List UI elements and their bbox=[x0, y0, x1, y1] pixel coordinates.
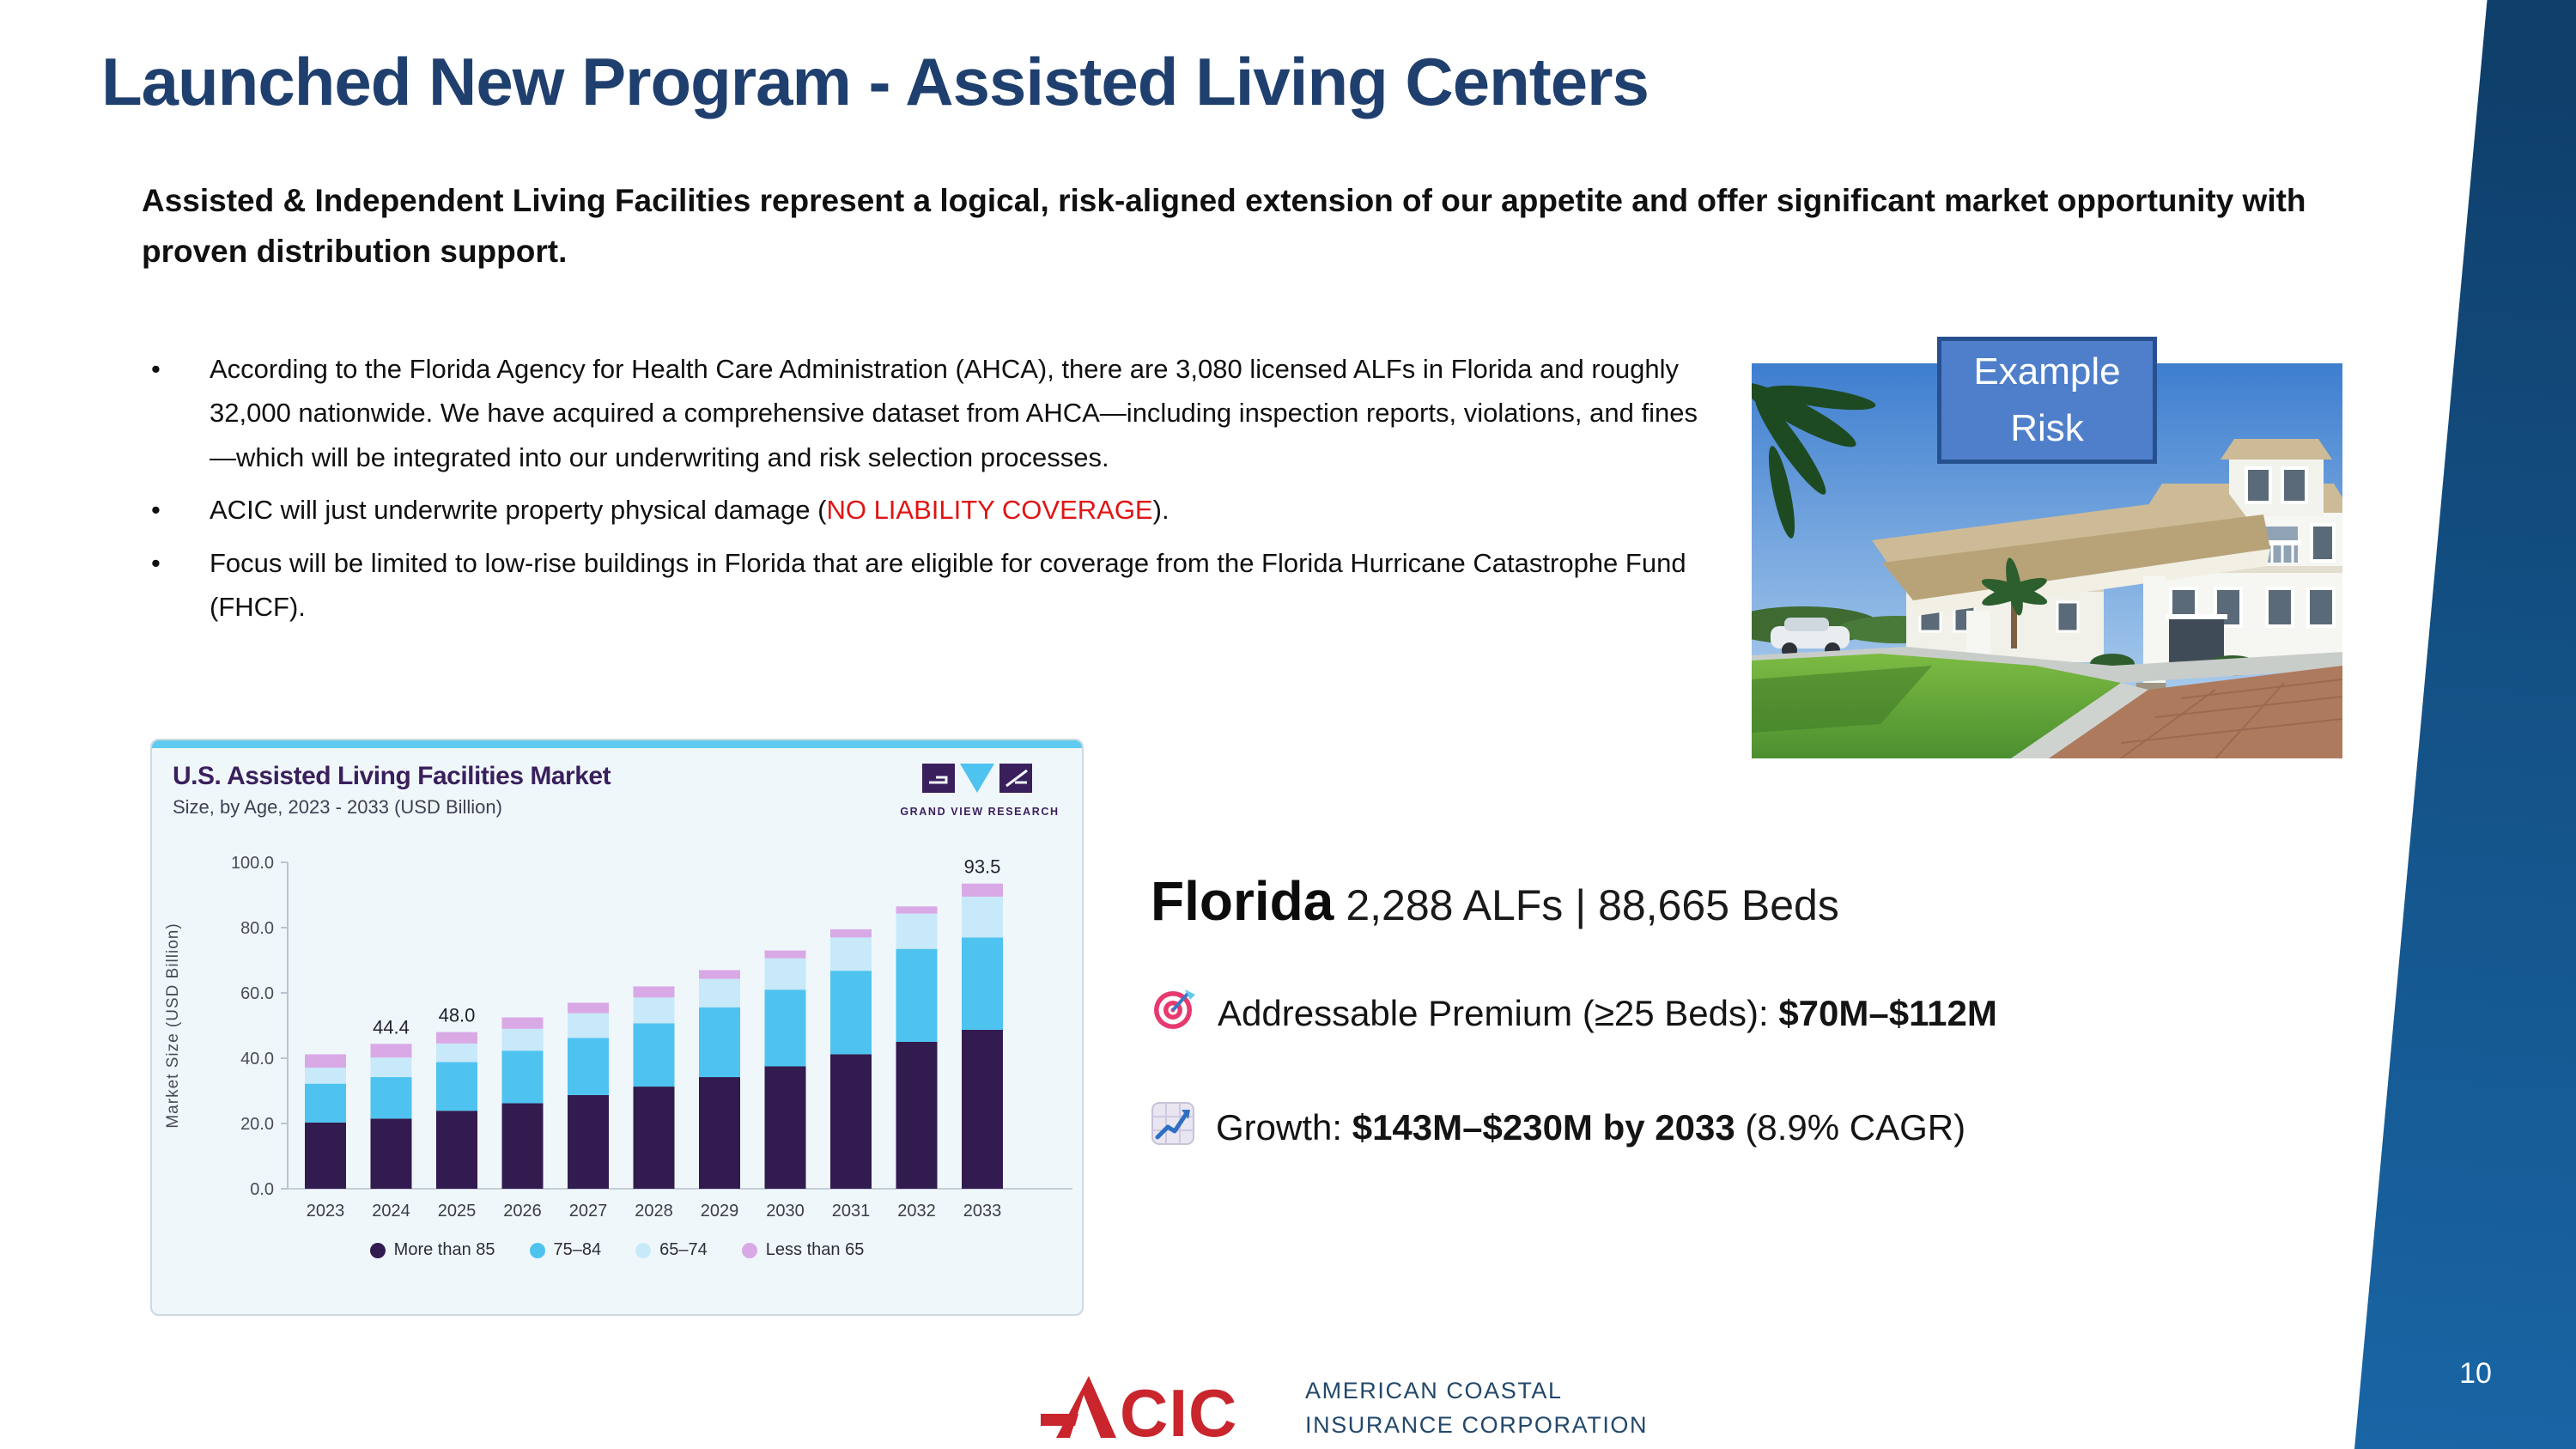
growth-suffix: (8.9% CAGR) bbox=[1735, 1107, 1966, 1148]
svg-text:0.0: 0.0 bbox=[250, 1180, 274, 1199]
svg-text:40.0: 40.0 bbox=[240, 1050, 274, 1068]
svg-text:100.0: 100.0 bbox=[230, 854, 274, 873]
svg-text:2028: 2028 bbox=[635, 1202, 673, 1221]
legend-label: More than 85 bbox=[393, 1240, 495, 1259]
slide-subtitle: Assisted & Independent Living Facilities represent a logical, risk-aligned extension of our appetite and offer significant market opportunity with proven distribution support. bbox=[142, 183, 2306, 270]
bullet-list bbox=[144, 347, 1707, 638]
no-liability-warning: NO LIABILITY COVERAGE bbox=[826, 495, 1153, 526]
bullet-item-focus bbox=[144, 541, 1707, 630]
premium-row bbox=[1151, 986, 1997, 1041]
svg-text:2025: 2025 bbox=[437, 1202, 477, 1221]
svg-text:2029: 2029 bbox=[700, 1202, 739, 1221]
svg-text:20.0: 20.0 bbox=[240, 1115, 274, 1134]
acic-logomark bbox=[1041, 1373, 1274, 1443]
acic-footer-logo bbox=[1041, 1373, 1648, 1443]
stacked-bar-chart bbox=[152, 828, 1082, 1239]
bullet-text: ACIC will just underwrite property physical damage ( bbox=[210, 495, 827, 526]
growth-label: Growth: bbox=[1216, 1107, 1352, 1148]
svg-text:93.5: 93.5 bbox=[963, 855, 1001, 878]
svg-text:2033: 2033 bbox=[963, 1202, 1002, 1221]
bullet-text: Focus will be limited to low-rise buildings in Florida that are eligible for coverage from the Florida Hurricane Catastrophe Fund (FHCF). bbox=[210, 547, 1686, 623]
page-number: 10 bbox=[2459, 1357, 2492, 1390]
svg-text:2024: 2024 bbox=[372, 1202, 410, 1221]
svg-text:80.0: 80.0 bbox=[240, 919, 274, 938]
svg-text:Market Size (USD Billion): Market Size (USD Billion) bbox=[164, 922, 182, 1129]
gvr-logo-text: GRAND VIEW RESEARCH bbox=[900, 806, 1060, 818]
florida-name: Florida bbox=[1151, 870, 1334, 932]
growth-value: $143M–$230M by 2033 bbox=[1352, 1107, 1735, 1148]
legend-item bbox=[742, 1240, 865, 1260]
example-risk-line2: Risk bbox=[2010, 407, 2084, 449]
bullet-text: According to the Florida Agency for Health Care Administration (AHCA), there are 3,080 licensed ALFs in Florida and roughly 32,000 nationwide. We have acquired a comprehensive dataset from AHCA—including inspection reports, violations, and fines—which will be integrated into our underwriting and risk selection processes. bbox=[210, 354, 1698, 472]
florida-heading bbox=[1151, 869, 2267, 933]
example-risk-line1: Example bbox=[1973, 350, 2121, 393]
legend-label: 75–84 bbox=[553, 1240, 602, 1259]
legend-swatch bbox=[530, 1243, 545, 1258]
chart-title: U.S. Assisted Living Facilities Market bbox=[173, 762, 611, 790]
legend-label: Less than 65 bbox=[765, 1240, 865, 1259]
slide-title: Launched New Program - Assisted Living Centers bbox=[101, 44, 1649, 119]
svg-text:48.0: 48.0 bbox=[438, 1004, 476, 1026]
bullet-item-ahca bbox=[144, 347, 1707, 479]
svg-text:2023: 2023 bbox=[306, 1202, 345, 1221]
legend-item bbox=[370, 1240, 495, 1260]
premium-label: Addressable Premium (≥25 Beds): bbox=[1218, 993, 1779, 1033]
chart-legend bbox=[152, 1240, 1082, 1260]
svg-text:2026: 2026 bbox=[503, 1202, 542, 1221]
svg-text:2032: 2032 bbox=[897, 1202, 936, 1221]
company-line2: INSURANCE CORPORATION bbox=[1305, 1412, 1649, 1438]
legend-swatch bbox=[635, 1243, 651, 1258]
growth-text bbox=[1216, 1107, 1965, 1148]
target-icon bbox=[1151, 986, 1197, 1041]
company-name bbox=[1305, 1373, 1648, 1443]
example-risk-callout bbox=[1937, 337, 2157, 464]
acic-lettering: CIC bbox=[1120, 1375, 1238, 1443]
svg-text:44.4: 44.4 bbox=[373, 1016, 410, 1038]
chart-subtitle: Size, by Age, 2023 - 2033 (USD Billion) bbox=[173, 796, 502, 818]
bullet-item-coverage bbox=[144, 488, 1707, 532]
svg-text:60.0: 60.0 bbox=[240, 984, 274, 1003]
legend-item bbox=[530, 1240, 602, 1260]
legend-label: 65–74 bbox=[659, 1240, 708, 1259]
company-line1: AMERICAN COASTAL bbox=[1305, 1377, 1563, 1403]
legend-swatch bbox=[742, 1243, 757, 1258]
svg-text:2030: 2030 bbox=[766, 1202, 805, 1221]
svg-text:2027: 2027 bbox=[568, 1202, 608, 1221]
chart-increasing-icon bbox=[1151, 1101, 1195, 1154]
bullet-text: ). bbox=[1152, 495, 1170, 526]
chart-top-accent bbox=[152, 740, 1082, 748]
legend-swatch bbox=[370, 1243, 386, 1258]
florida-stats: 2,288 ALFs | 88,665 Beds bbox=[1346, 881, 1839, 929]
premium-text bbox=[1218, 993, 1997, 1034]
grand-view-research-logo bbox=[898, 762, 1061, 828]
market-chart-card bbox=[150, 739, 1084, 1316]
chart-heading bbox=[173, 762, 611, 819]
gvr-logo-marks bbox=[922, 764, 1032, 793]
growth-row bbox=[1151, 1101, 1965, 1154]
svg-text:2031: 2031 bbox=[831, 1202, 871, 1221]
legend-item bbox=[635, 1240, 708, 1260]
premium-value: $70M–$112M bbox=[1778, 993, 1997, 1033]
